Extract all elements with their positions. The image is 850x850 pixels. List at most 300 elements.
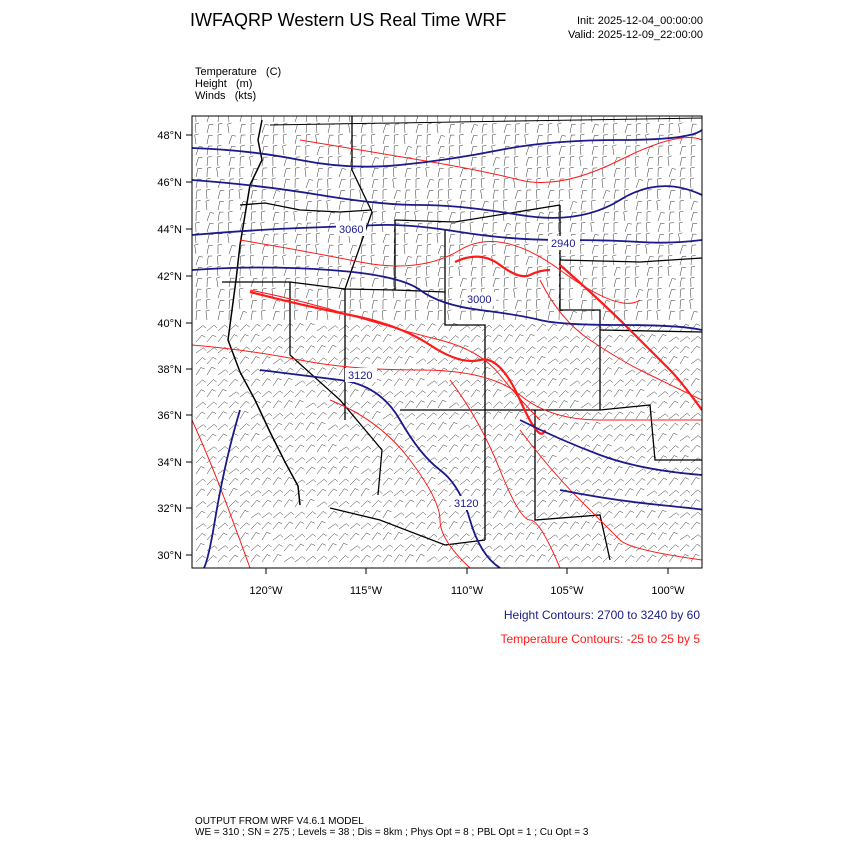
wind-barb: [196, 489, 205, 496]
wind-barb: [658, 167, 662, 177]
wind-barb: [339, 335, 348, 342]
wind-barb: [283, 244, 287, 254]
wind-barb: [603, 425, 613, 430]
wind-barb: [273, 401, 282, 408]
wind-barb: [449, 124, 455, 133]
wind-barb: [581, 190, 587, 199]
wind-barb: [284, 324, 293, 331]
wind-barb: [658, 334, 667, 342]
wind-barb: [471, 434, 480, 441]
wind-barb: [669, 414, 679, 419]
wind-barb: [306, 190, 313, 199]
wind-barb: [570, 368, 579, 375]
wind-barb: [218, 325, 228, 331]
wind-barb: [306, 201, 312, 210]
wind-barb: [393, 178, 397, 188]
wind-barb: [493, 434, 502, 441]
wind-barb: [416, 512, 426, 518]
wind-barb: [405, 346, 414, 353]
wind-barb: [669, 289, 676, 298]
wind-barb: [273, 301, 280, 310]
wind-barb: [460, 311, 466, 320]
wind-barb: [427, 324, 436, 331]
wind-barb: [504, 245, 510, 254]
wind-barb: [603, 223, 609, 232]
wind-barb: [559, 423, 568, 430]
wind-barb: [218, 412, 227, 419]
wind-barb: [383, 392, 393, 398]
wind-barb: [427, 391, 437, 398]
wind-barb: [449, 412, 459, 419]
wind-barb: [383, 500, 392, 507]
wind-barb: [691, 423, 700, 430]
wind-barb: [691, 146, 696, 155]
wind-barb: [306, 467, 315, 474]
wind-barb: [317, 289, 322, 298]
wind-barb: [383, 424, 393, 431]
wind-barb: [493, 523, 503, 529]
wind-barb: [195, 134, 199, 144]
wind-barb: [207, 113, 214, 122]
wind-barb: [471, 179, 476, 188]
wind-barb: [427, 180, 434, 189]
wind-barb: [591, 112, 595, 122]
wind-barb: [603, 266, 607, 276]
wind-barb: [680, 278, 685, 287]
wind-barb: [603, 489, 612, 496]
wind-barb: [669, 513, 679, 518]
wind-barb: [416, 423, 425, 430]
wind-barb: [218, 546, 228, 551]
wind-barb: [482, 402, 492, 408]
wind-barb: [283, 145, 287, 155]
wind-barb: [306, 390, 315, 397]
wind-barb: [361, 124, 367, 133]
wind-barb: [548, 311, 554, 320]
wind-barb: [625, 224, 632, 233]
wind-barb: [680, 500, 689, 507]
wind-barb: [306, 534, 316, 540]
wind-barb: [295, 324, 304, 332]
wind-barb: [295, 346, 304, 353]
wind-barb: [625, 335, 634, 342]
wind-barb: [207, 288, 211, 298]
wind-barb: [548, 337, 558, 343]
wind-barb: [471, 467, 480, 475]
wind-barb: [504, 278, 509, 287]
wind-barb: [547, 167, 551, 177]
wind-barb: [339, 556, 349, 562]
wind-barb: [658, 347, 668, 353]
wind-barb: [240, 135, 245, 144]
wind-barb: [614, 222, 618, 232]
wind-barb: [691, 478, 700, 486]
wind-barb: [614, 543, 622, 551]
wind-barb: [262, 513, 272, 518]
wind-barb: [570, 458, 580, 464]
wind-barb: [691, 346, 700, 353]
wind-barb: [383, 414, 393, 419]
wind-barb: [361, 469, 371, 474]
wind-barb: [646, 123, 650, 133]
wind-barb: [207, 479, 217, 485]
wind-barb: [240, 401, 249, 408]
wind-barb: [328, 524, 338, 529]
wind-barb: [361, 135, 366, 144]
wind-barb: [504, 533, 513, 540]
wind-barb: [570, 544, 579, 551]
wind-barb: [680, 445, 690, 452]
wind-barb: [196, 390, 205, 397]
wind-barb: [383, 299, 387, 309]
wind-barb: [680, 513, 690, 519]
footer-config: WE = 310 ; SN = 275 ; Levels = 38 ; Dis = 8km ; Phys Opt = 8 ; PBL Opt = 1 ; Cu Opt = 3: [195, 827, 589, 838]
wind-barb: [239, 189, 243, 199]
wind-barb: [647, 434, 656, 441]
wind-barb: [218, 434, 227, 441]
wind-barb: [394, 337, 404, 342]
wind-barb: [514, 277, 518, 287]
wind-barb: [438, 136, 445, 145]
wind-barb: [460, 479, 470, 485]
wind-barb: [207, 178, 211, 188]
wind-barb: [427, 145, 431, 155]
wind-barb: [460, 380, 470, 386]
lon-tick-label: 100°W: [651, 585, 685, 597]
wind-barb: [657, 310, 661, 320]
wind-barb: [240, 113, 246, 122]
wind-barb: [196, 201, 201, 210]
wind-barb: [361, 156, 365, 166]
wind-barb: [295, 168, 300, 177]
wind-barb: [603, 335, 612, 342]
wind-barb: [603, 511, 612, 518]
wind-barb: [328, 167, 332, 177]
wind-barb: [229, 136, 236, 145]
wind-barb: [350, 157, 356, 166]
wind-barb: [625, 114, 632, 123]
wind-barb: [647, 278, 653, 287]
wind-barb: [361, 202, 368, 211]
wind-barb: [559, 458, 569, 463]
wind-barb: [526, 357, 535, 365]
wind-barb: [383, 379, 392, 386]
wind-barb: [273, 391, 283, 397]
wind-barb: [262, 456, 271, 464]
wind-barb: [317, 422, 325, 430]
wind-barb: [416, 189, 420, 199]
wind-barb: [240, 434, 249, 442]
wind-barb: [306, 311, 312, 320]
wind-barb: [207, 357, 216, 364]
wind-barb: [339, 425, 349, 431]
wind-barb: [361, 478, 371, 485]
wind-barb: [636, 446, 646, 452]
wind-barb: [240, 446, 250, 452]
wind-barb: [284, 391, 294, 397]
wind-barb: [636, 511, 645, 518]
wind-barb: [416, 458, 426, 463]
wind-barb: [679, 112, 683, 122]
wind-barb: [614, 434, 623, 441]
wind-barb: [361, 266, 365, 276]
wind-barb: [515, 545, 525, 551]
wind-barb: [691, 436, 701, 442]
wind-barb: [658, 545, 668, 551]
wind-barb: [438, 413, 448, 419]
wind-barb: [218, 134, 222, 144]
wind-barb: [251, 113, 255, 123]
wind-barb: [471, 157, 477, 166]
wind-barb: [372, 357, 381, 364]
wind-barb: [526, 147, 533, 156]
wind-barb: [691, 535, 701, 540]
wind-barb: [273, 544, 283, 551]
wind-barb: [328, 213, 335, 222]
wind-barb: [658, 223, 665, 232]
wind-barb: [614, 278, 620, 287]
wind-barb: [207, 124, 213, 133]
wind-barb: [471, 235, 478, 244]
wind-barb: [515, 491, 525, 496]
wind-barb: [207, 402, 217, 408]
lat-tick-label: 40°N: [157, 318, 182, 330]
wind-barb: [614, 168, 620, 177]
wind-barb: [525, 233, 529, 243]
wind-barb: [614, 380, 624, 386]
wind-barb: [570, 423, 579, 430]
wind-barb: [625, 124, 632, 133]
wind-barb: [371, 145, 375, 155]
wind-barb: [592, 157, 598, 166]
wind-barb: [581, 522, 590, 530]
wind-barb: [592, 200, 596, 210]
wind-barb: [416, 168, 420, 178]
wind-barb: [691, 468, 701, 475]
wind-barb: [614, 367, 623, 375]
wind-barb: [459, 145, 463, 155]
wind-barb: [504, 545, 514, 551]
wind-barb: [613, 255, 617, 265]
wind-barb: [515, 325, 525, 332]
wind-barb: [603, 444, 612, 452]
wind-barb: [207, 325, 217, 331]
wind-barb: [350, 245, 357, 254]
wind-barb: [448, 200, 452, 210]
wind-barb: [559, 445, 568, 452]
wind-barb: [416, 413, 426, 419]
wind-barb: [647, 335, 656, 343]
wind-barb: [416, 256, 421, 265]
wind-barb: [361, 113, 367, 122]
wind-barb: [614, 479, 624, 485]
wind-barb: [636, 412, 645, 420]
wind-barb: [383, 267, 388, 276]
wind-barb: [416, 554, 424, 562]
wind-barb: [658, 424, 668, 431]
wind-barb: [526, 391, 536, 397]
wind-barb: [691, 544, 700, 551]
wind-barb: [647, 157, 653, 166]
wind-barb: [207, 168, 211, 178]
wind-barb: [383, 200, 387, 210]
wind-barb: [680, 455, 689, 463]
wind-barb: [251, 244, 255, 254]
wind-barb: [438, 157, 444, 166]
wind-barb: [603, 212, 609, 221]
wind-barb: [559, 146, 566, 155]
wind-barb: [295, 178, 299, 188]
wind-barb: [592, 556, 602, 562]
wind-barb: [504, 189, 508, 199]
wind-barb: [657, 299, 661, 309]
wind-barb: [339, 489, 348, 496]
wind-barb: [581, 467, 590, 474]
wind-barb: [317, 368, 326, 375]
wind-barb: [251, 278, 258, 287]
wind-barb: [603, 256, 607, 266]
valid-time: Valid: 2025-12-09_22:00:00: [568, 29, 703, 41]
wind-barb: [306, 234, 311, 243]
wind-barb: [262, 446, 272, 453]
wind-barb: [471, 368, 480, 376]
wind-barb: [570, 157, 574, 167]
wind-barb: [284, 311, 289, 320]
wind-barb: [449, 288, 453, 298]
wind-barb: [647, 222, 651, 232]
wind-barb: [537, 545, 547, 551]
wind-barb: [636, 255, 640, 265]
wind-barb: [306, 381, 316, 387]
wind-barb: [625, 456, 634, 463]
wind-barb: [515, 357, 524, 364]
wind-barb: [338, 255, 342, 265]
wind-barb: [515, 300, 522, 309]
wind-barb: [327, 299, 331, 309]
wind-barb: [449, 445, 458, 452]
wind-barb: [570, 390, 580, 397]
wind-barb: [416, 324, 425, 331]
wind-barb: [229, 533, 238, 540]
wind-barb: [581, 134, 585, 144]
wind-barb: [394, 545, 404, 551]
wind-barb: [317, 489, 326, 496]
wind-barb: [394, 191, 401, 200]
wind-barb: [482, 380, 492, 386]
wind-barb: [482, 325, 492, 331]
wind-barb: [548, 346, 557, 353]
wind-barb: [438, 311, 442, 321]
wind-barb: [240, 245, 245, 254]
wind-barb: [240, 500, 250, 507]
wind-barb: [493, 222, 497, 232]
wind-barb: [669, 279, 676, 288]
wind-barb: [526, 478, 535, 485]
wind-barb: [196, 511, 205, 518]
wind-barb: [218, 402, 228, 408]
wind-barb: [460, 201, 466, 210]
wind-barb: [284, 544, 293, 551]
wind-barb: [295, 400, 304, 408]
wind-barb: [383, 157, 388, 166]
wind-barb: [284, 212, 288, 222]
wind-barb: [680, 522, 689, 529]
wind-barb: [691, 212, 698, 221]
wind-barb: [537, 436, 547, 441]
wind-barb: [383, 478, 392, 485]
wind-barb: [372, 212, 377, 221]
wind-barb: [504, 256, 510, 265]
wind-barb: [405, 267, 412, 276]
wind-barb: [504, 157, 509, 166]
wind-barb: [284, 500, 293, 507]
wind-barb: [591, 222, 595, 232]
wind-barb: [316, 244, 320, 254]
wind-barb: [471, 278, 476, 287]
wind-barb: [404, 233, 408, 243]
wind-barb: [548, 423, 557, 430]
wind-barb: [613, 145, 617, 155]
wind-barb: [669, 223, 674, 232]
wind-barb: [548, 391, 558, 397]
wind-barb: [427, 381, 437, 386]
wind-barb: [636, 488, 645, 496]
wind-barb: [448, 189, 452, 199]
wind-barb: [350, 146, 356, 155]
wind-barb: [361, 389, 369, 397]
wind-barb: [625, 299, 629, 309]
wind-barb: [625, 245, 631, 254]
wind-barb: [460, 326, 470, 331]
wind-barb: [251, 414, 261, 419]
wind-barb: [537, 234, 543, 243]
wind-barb: [525, 244, 529, 254]
wind-barb: [537, 324, 546, 331]
wind-barb: [427, 512, 437, 518]
wind-barb: [625, 555, 635, 562]
wind-barb: [218, 201, 224, 210]
wind-barb: [438, 381, 448, 386]
wind-barb: [614, 267, 621, 276]
wind-barb: [548, 300, 554, 309]
wind-barb: [405, 311, 410, 320]
wind-barb: [273, 337, 283, 343]
wind-barb: [515, 533, 524, 540]
wind-barb: [460, 233, 464, 243]
wind-barb: [537, 337, 547, 342]
wind-barb: [504, 555, 513, 562]
wind-barb: [339, 244, 343, 254]
wind-barb: [537, 356, 546, 364]
wind-barb: [449, 534, 459, 540]
wind-barb: [504, 299, 508, 309]
wind-barb: [339, 412, 348, 419]
wind-barb: [635, 167, 639, 177]
wind-barb: [482, 156, 486, 166]
wind-barb: [350, 325, 360, 331]
wind-barb: [471, 190, 475, 200]
wind-barb: [526, 533, 535, 541]
wind-barb: [438, 445, 447, 452]
wind-barb: [240, 533, 249, 540]
wind-barb: [284, 168, 290, 177]
wind-barb: [394, 401, 403, 408]
wind-barb: [416, 359, 426, 364]
wind-barb: [592, 521, 601, 529]
wind-barb: [339, 179, 346, 188]
wind-barb: [207, 234, 213, 243]
wind-barb: [669, 324, 678, 331]
